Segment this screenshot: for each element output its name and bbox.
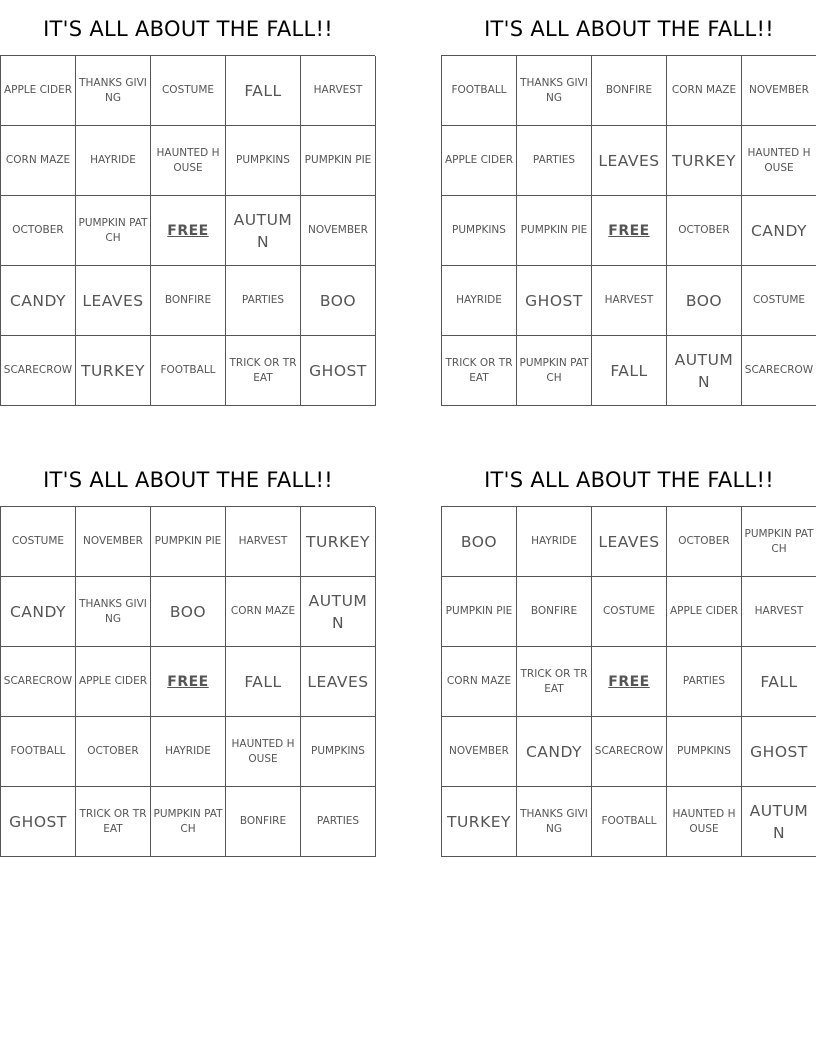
bingo-cell: THANKS GIVING (76, 577, 151, 647)
bingo-cell: OCTOBER (667, 196, 742, 266)
bingo-cell: BONFIRE (517, 577, 592, 647)
bingo-cell: CORN MAZE (226, 577, 301, 647)
bingo-cell: HARVEST (742, 577, 816, 647)
free-space-cell: FREE (151, 196, 226, 266)
card-title: IT'S ALL ABOUT THE FALL!! (43, 17, 333, 41)
bingo-cell: NOVEMBER (442, 717, 517, 787)
bingo-cell: APPLE CIDER (76, 647, 151, 717)
bingo-cell: FOOTBALL (592, 787, 667, 857)
bingo-cell: NOVEMBER (742, 56, 816, 126)
bingo-cell: PUMPKIN PATCH (517, 336, 592, 406)
bingo-cell: COSTUME (742, 266, 816, 336)
bingo-cell: BOO (301, 266, 376, 336)
bingo-cell: LEAVES (592, 126, 667, 196)
bingo-cell: FALL (226, 56, 301, 126)
bingo-cell: PUMPKINS (226, 126, 301, 196)
bingo-cell: OCTOBER (1, 196, 76, 266)
bingo-cell: TURKEY (76, 336, 151, 406)
card-title: IT'S ALL ABOUT THE FALL!! (43, 468, 333, 492)
bingo-grid (0, 506, 375, 857)
bingo-cell: PUMPKINS (301, 717, 376, 787)
bingo-card-3 (0, 451, 376, 857)
bingo-card-2 (441, 0, 816, 406)
bingo-cell: FALL (592, 336, 667, 406)
bingo-cell: CANDY (742, 196, 816, 266)
bingo-cell: PUMPKIN PATCH (151, 787, 226, 857)
bingo-cell: SCARECROW (742, 336, 816, 406)
bingo-cell: THANKS GIVING (517, 787, 592, 857)
bingo-cell: PUMPKIN PIE (442, 577, 517, 647)
free-space-cell: FREE (151, 647, 226, 717)
bingo-cell: FOOTBALL (151, 336, 226, 406)
bingo-cell: FALL (226, 647, 301, 717)
bingo-cell: TRICK OR TREAT (226, 336, 301, 406)
bingo-cell: NOVEMBER (301, 196, 376, 266)
bingo-cell: PARTIES (301, 787, 376, 857)
bingo-grid (441, 55, 816, 406)
bingo-cell: HAYRIDE (517, 507, 592, 577)
bingo-cell: CANDY (1, 266, 76, 336)
free-space-cell: FREE (592, 196, 667, 266)
bingo-cell: AUTUMN (301, 577, 376, 647)
bingo-cell: PARTIES (667, 647, 742, 717)
bingo-cell: PUMPKINS (442, 196, 517, 266)
bingo-cell: GHOST (1, 787, 76, 857)
bingo-cell: HAUNTED HOUSE (667, 787, 742, 857)
bingo-cell: BONFIRE (151, 266, 226, 336)
bingo-cell: AUTUMN (226, 196, 301, 266)
bingo-cell: BOO (442, 507, 517, 577)
bingo-cell: PARTIES (517, 126, 592, 196)
bingo-cell: BOO (151, 577, 226, 647)
bingo-cell: OCTOBER (76, 717, 151, 787)
bingo-cell: THANKS GIVING (76, 56, 151, 126)
bingo-cell: APPLE CIDER (667, 577, 742, 647)
bingo-cell: PUMPKIN PATCH (76, 196, 151, 266)
bingo-cell: COSTUME (592, 577, 667, 647)
bingo-cell: TRICK OR TREAT (76, 787, 151, 857)
bingo-cell: FOOTBALL (442, 56, 517, 126)
bingo-cell: PUMPKIN PIE (517, 196, 592, 266)
bingo-cell: SCARECROW (1, 647, 76, 717)
bingo-grid (0, 55, 375, 406)
bingo-cell: HAYRIDE (151, 717, 226, 787)
bingo-cell: BOO (667, 266, 742, 336)
bingo-cell: NOVEMBER (76, 507, 151, 577)
bingo-cell: HAUNTED HOUSE (226, 717, 301, 787)
bingo-cell: AUTUMN (667, 336, 742, 406)
bingo-cell: APPLE CIDER (442, 126, 517, 196)
bingo-cell: PUMPKIN PATCH (742, 507, 816, 577)
bingo-cell: HAUNTED HOUSE (742, 126, 816, 196)
bingo-cell: BONFIRE (226, 787, 301, 857)
card-title: IT'S ALL ABOUT THE FALL!! (484, 468, 774, 492)
bingo-cell: SCARECROW (1, 336, 76, 406)
bingo-cell: CORN MAZE (667, 56, 742, 126)
bingo-cell: PUMPKIN PIE (301, 126, 376, 196)
bingo-cell: TRICK OR TREAT (442, 336, 517, 406)
card-title: IT'S ALL ABOUT THE FALL!! (484, 17, 774, 41)
bingo-cell: GHOST (517, 266, 592, 336)
bingo-cell: CORN MAZE (1, 126, 76, 196)
bingo-cell: LEAVES (592, 507, 667, 577)
bingo-cell: CANDY (1, 577, 76, 647)
bingo-cell: TURKEY (442, 787, 517, 857)
bingo-cell: CANDY (517, 717, 592, 787)
bingo-cell: CORN MAZE (442, 647, 517, 717)
bingo-card-4 (441, 451, 816, 857)
bingo-cell: PUMPKIN PIE (151, 507, 226, 577)
bingo-cell: PUMPKINS (667, 717, 742, 787)
bingo-cell: HARVEST (592, 266, 667, 336)
bingo-cell: HAYRIDE (76, 126, 151, 196)
bingo-cell: PARTIES (226, 266, 301, 336)
bingo-cell: LEAVES (301, 647, 376, 717)
bingo-cell: HAUNTED HOUSE (151, 126, 226, 196)
bingo-cell: THANKS GIVING (517, 56, 592, 126)
bingo-cell: FOOTBALL (1, 717, 76, 787)
bingo-cell: GHOST (742, 717, 816, 787)
bingo-cell: HARVEST (301, 56, 376, 126)
bingo-grid (441, 506, 816, 857)
bingo-cell: BONFIRE (592, 56, 667, 126)
bingo-cell: COSTUME (1, 507, 76, 577)
bingo-cell: HAYRIDE (442, 266, 517, 336)
bingo-cell: COSTUME (151, 56, 226, 126)
bingo-cell: FALL (742, 647, 816, 717)
bingo-cell: AUTUMN (742, 787, 816, 857)
bingo-cell: HARVEST (226, 507, 301, 577)
bingo-cell: LEAVES (76, 266, 151, 336)
bingo-cell: SCARECROW (592, 717, 667, 787)
bingo-cell: APPLE CIDER (1, 56, 76, 126)
bingo-cell: TURKEY (667, 126, 742, 196)
bingo-cell: OCTOBER (667, 507, 742, 577)
bingo-cell: TRICK OR TREAT (517, 647, 592, 717)
bingo-cell: GHOST (301, 336, 376, 406)
bingo-cell: TURKEY (301, 507, 376, 577)
bingo-card-1 (0, 0, 376, 406)
free-space-cell: FREE (592, 647, 667, 717)
